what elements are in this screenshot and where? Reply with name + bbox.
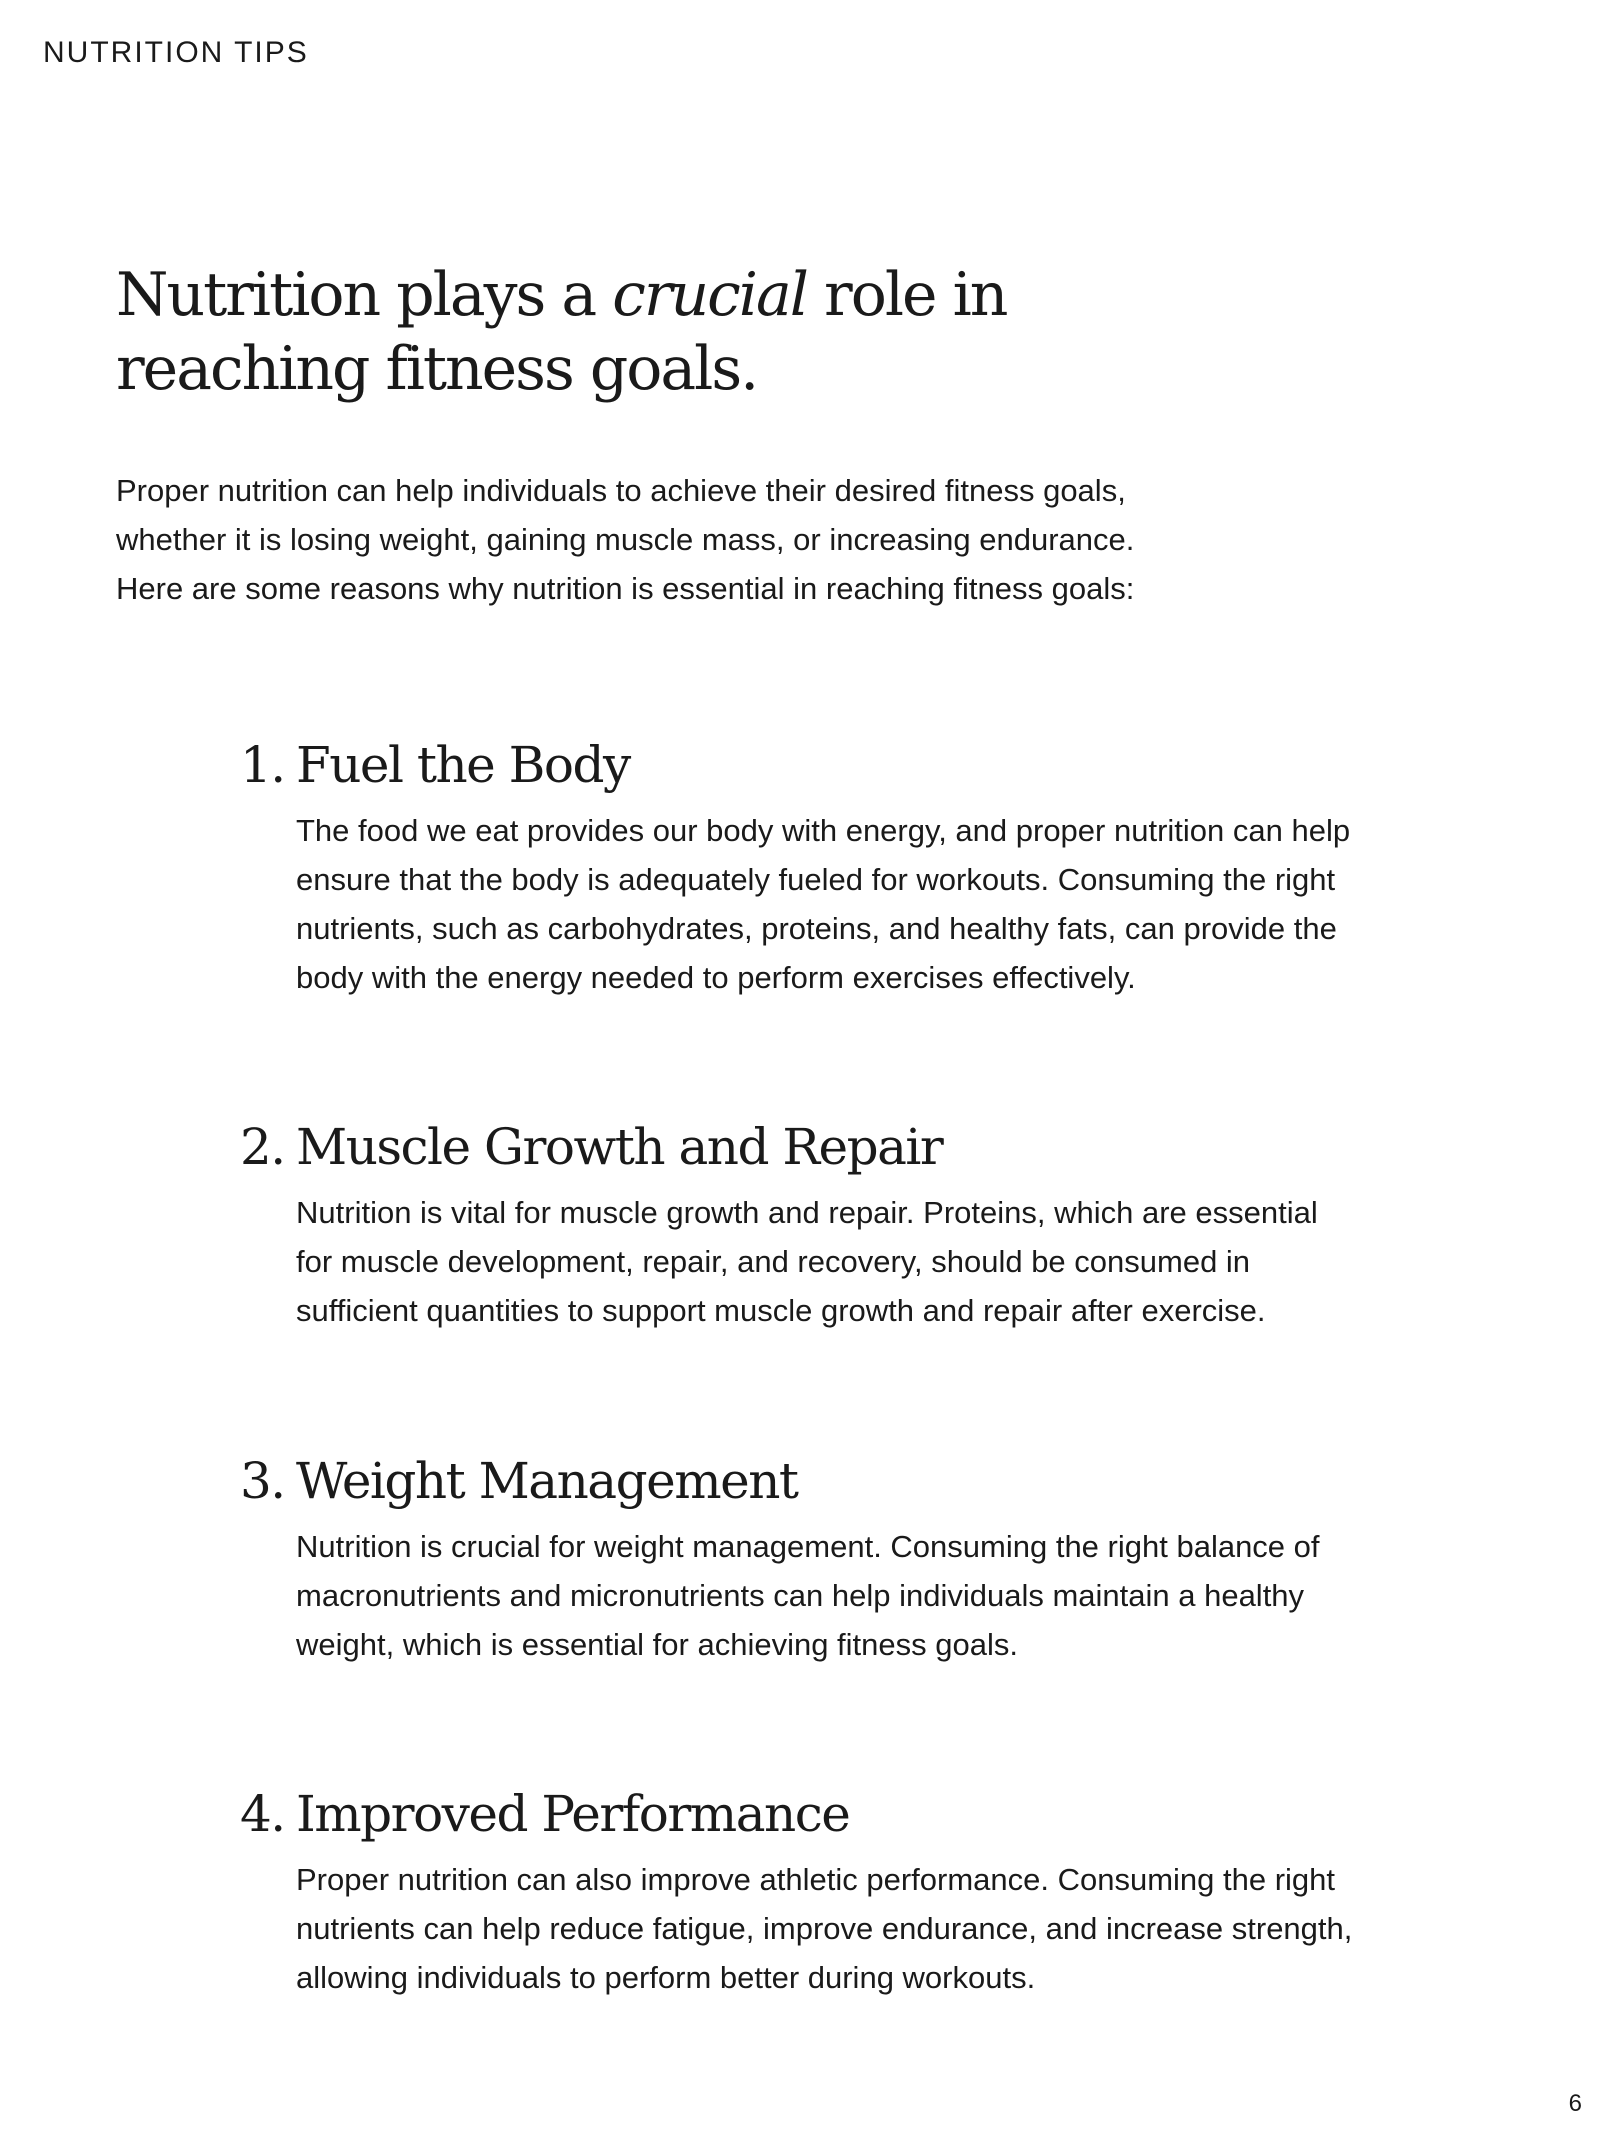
tip-title-text: Improved Performance (296, 1785, 850, 1843)
headline-text-before: Nutrition plays a (116, 260, 613, 330)
tip-body: Nutrition is crucial for weight management. Consuming the right balance of macronutrients and micronutrients can help individuals maintain a healthy weight, which is essential for achieving fitness goals. (296, 1529, 1320, 1662)
tip-title (240, 1779, 1360, 1849)
tip-body: Nutrition is vital for muscle growth and repair. Proteins, which are essential for muscle development, repair, and recovery, should be consumed in sufficient quantities to support muscle growth and repair after exercise. (296, 1195, 1318, 1328)
tip-number: 3. (240, 1452, 285, 1510)
tip-title-text: Fuel the Body (296, 736, 630, 794)
tip-title (240, 1446, 1360, 1516)
tip-number: 1. (240, 736, 285, 794)
tip-title (240, 1112, 1360, 1182)
tip-number: 4. (240, 1785, 285, 1843)
tip-item-weight-management (240, 1446, 1360, 1669)
intro-paragraph: Proper nutrition can help individuals to achieve their desired fitness goals, whether it is losing weight, gaining muscle mass, or increasing endurance. Here are some reasons why nutrition is essential in reaching fitness goals: (116, 473, 1135, 606)
tip-title-text: Weight Management (296, 1452, 798, 1510)
tip-body: Proper nutrition can also improve athletic performance. Consuming the right nutrients can help reduce fatigue, improve endurance, and increase strength, allowing individuals to perform better during workouts. (296, 1862, 1353, 1995)
tip-title-text: Muscle Growth and Repair (296, 1118, 943, 1176)
section-label: NUTRITION TIPS (43, 36, 309, 69)
headline-emphasis: crucial (612, 260, 807, 330)
tip-item-improved-performance (240, 1779, 1360, 2002)
tip-title (240, 730, 1360, 800)
tip-number: 2. (240, 1118, 285, 1176)
headline-text-after: role in reaching fitness goals. (116, 260, 1007, 404)
tip-body: The food we eat provides our body with energy, and proper nutrition can help ensure that the body is adequately fueled for workouts. Consuming the right nutrients, such as carbohydrates, proteins, and healthy fats, can provide the body with the energy needed to perform exercises effectively. (296, 813, 1351, 995)
tip-item-muscle-growth (240, 1112, 1360, 1335)
page-number: 6 (1568, 2090, 1582, 2117)
tip-item-fuel-the-body (240, 730, 1360, 1002)
page-headline (116, 258, 1166, 406)
